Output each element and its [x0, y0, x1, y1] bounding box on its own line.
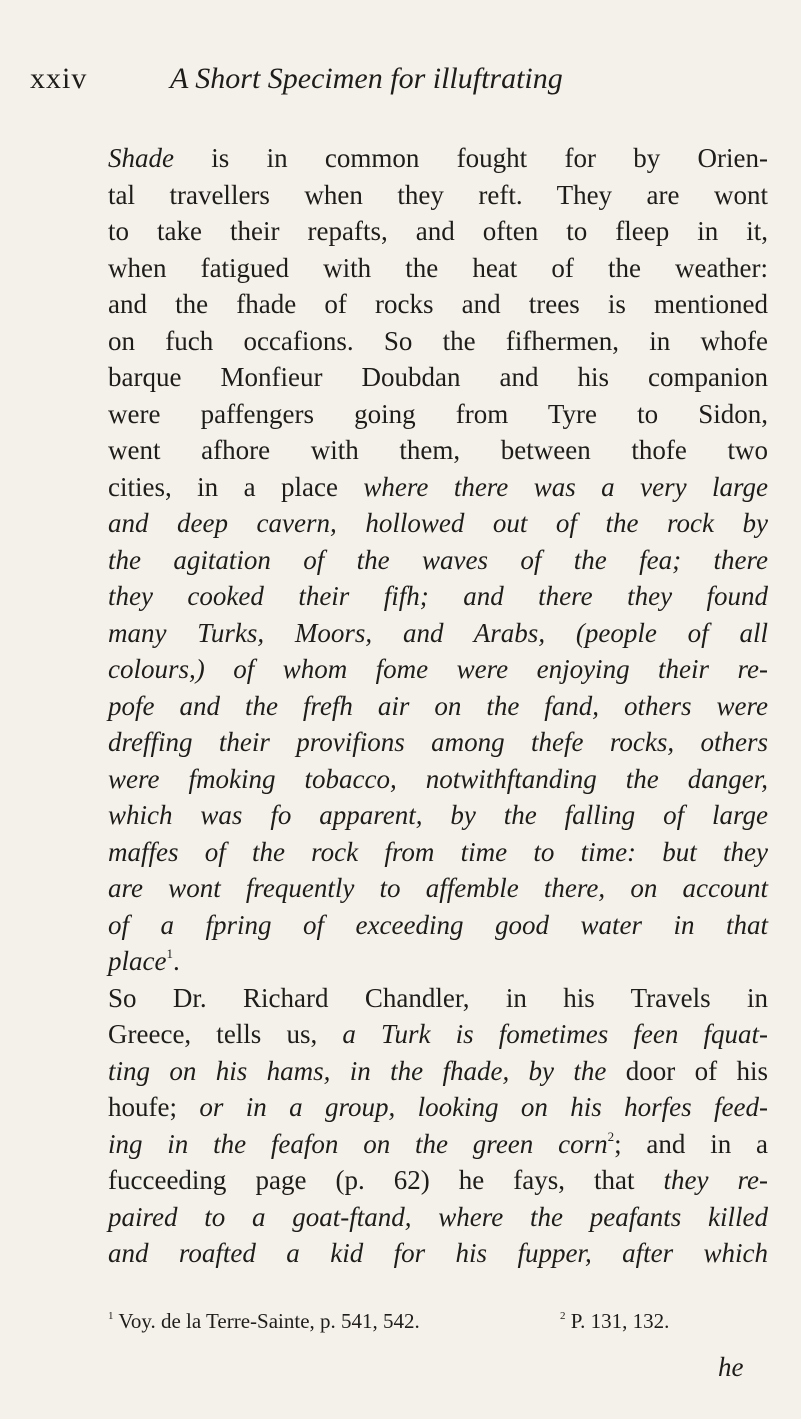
text-segment: a Turk is fometimes feen fquat- — [342, 1019, 768, 1049]
text-line — [108, 980, 768, 1017]
text-segment: maffes of the rock from time to time: but they — [108, 836, 768, 867]
footnote-2-mark: 2 — [560, 1310, 566, 1322]
text-segment: they re- — [663, 1165, 768, 1195]
text-segment: pofe and the frefh air on the fand, others were — [108, 690, 768, 721]
footnote-1-mark: 1 — [108, 1310, 114, 1322]
text-segment: cities, in a place — [108, 471, 364, 502]
text-segment: Shade — [108, 143, 174, 173]
text-segment: ing in the feafon on the green corn — [108, 1128, 608, 1159]
text-segment: of a fpring of exceeding good water in that — [108, 909, 768, 940]
text-segment: place — [108, 946, 167, 976]
text-line — [108, 943, 768, 980]
text-segment: colours,) of whom fome were enjoying their re- — [108, 654, 768, 684]
text-line — [108, 1053, 768, 1090]
text-segment: were paffengers going from Tyre to Sidon, — [108, 398, 768, 429]
text-line — [108, 870, 768, 907]
footnote-reference: 2 — [607, 1128, 615, 1144]
text-line — [108, 907, 768, 944]
text-line — [108, 1089, 768, 1126]
text-segment: and the fhade of rocks and trees is mentioned — [108, 289, 768, 319]
text-line — [108, 615, 768, 652]
text-segment: ting on his hams, in the fhade, by the — [108, 1055, 607, 1086]
text-line — [108, 177, 768, 214]
text-segment: many Turks, Moors, and Arabs, (people of all — [108, 617, 768, 648]
text-line — [108, 432, 768, 469]
footnotes — [108, 1308, 768, 1334]
text-segment: went afhore with them, between thofe two — [108, 435, 768, 465]
text-line — [108, 578, 768, 615]
text-segment: the agitation of the waves of the fea; there — [108, 544, 768, 575]
text-line — [108, 724, 768, 761]
text-line — [108, 286, 768, 323]
text-segment: fucceeding page (p. 62) he fays, that — [108, 1165, 664, 1195]
text-segment: which was fo apparent, by the falling of large — [108, 800, 768, 830]
text-segment: is in common fought for by Orien- — [173, 143, 768, 173]
text-line — [108, 359, 768, 396]
text-line — [108, 396, 768, 433]
text-line — [108, 1199, 768, 1236]
text-line — [108, 140, 768, 177]
text-segment: dreffing their provifions among thefe rocks, others — [108, 727, 768, 757]
catchword: he — [718, 1352, 744, 1382]
text-segment: and deep cavern, hollowed out of the rock by — [108, 508, 768, 538]
text-segment: door of his — [606, 1055, 768, 1086]
text-segment: were fmoking tobacco, notwithftanding the danger, — [108, 763, 768, 794]
body-text — [108, 140, 768, 1272]
text-segment: paired to a goat-ftand, where the peafants killed — [108, 1201, 768, 1232]
text-segment: tal travellers when they reft. They are wont — [108, 179, 768, 210]
text-line — [108, 761, 768, 798]
text-segment: ; and in a — [614, 1128, 768, 1159]
text-segment: and roafted a kid for his fupper, after which — [108, 1238, 768, 1268]
text-segment: barque Monfieur Doubdan and his companion — [108, 362, 768, 392]
page-number: xxiv — [30, 62, 88, 95]
text-segment: . — [172, 946, 180, 976]
text-line — [108, 688, 768, 725]
text-line — [108, 1016, 768, 1053]
text-line — [108, 213, 768, 250]
text-segment: when fatigued with the heat of the weather: — [108, 252, 768, 283]
text-line — [108, 651, 768, 688]
text-line — [108, 323, 768, 360]
footnote-2 — [560, 1308, 669, 1334]
text-segment: on fuch occafions. So the fifhermen, in whofe — [108, 325, 768, 356]
text-line — [108, 797, 768, 834]
text-line — [108, 1162, 768, 1199]
text-segment: are wont frequently to affemble there, on account — [108, 873, 768, 903]
text-segment: where there was a very large — [363, 471, 768, 502]
text-segment: So Dr. Richard Chandler, in his Travels in — [108, 982, 768, 1013]
text-line — [108, 250, 768, 287]
text-line — [108, 469, 768, 506]
text-line — [108, 1126, 768, 1163]
text-line — [108, 834, 768, 871]
text-segment: or in a group, looking on his horfes feed- — [199, 1092, 768, 1122]
footnote-1-text: Voy. de la Terre-Sainte, p. 541, 542. — [113, 1309, 420, 1333]
text-line — [108, 1235, 768, 1272]
text-segment: to take their repafts, and often to fleep in it, — [108, 216, 768, 246]
footnote-reference: 1 — [166, 946, 173, 961]
text-segment: houfe; — [108, 1092, 200, 1122]
running-title: A Short Specimen for illuftrating — [170, 62, 563, 95]
footnote-2-text: P. 131, 132. — [565, 1309, 670, 1333]
text-line — [108, 542, 768, 579]
text-segment: they cooked their fifh; and there they found — [108, 581, 768, 611]
text-line — [108, 505, 768, 542]
text-segment: Greece, tells us, — [108, 1019, 343, 1049]
footnote-1 — [108, 1309, 420, 1333]
